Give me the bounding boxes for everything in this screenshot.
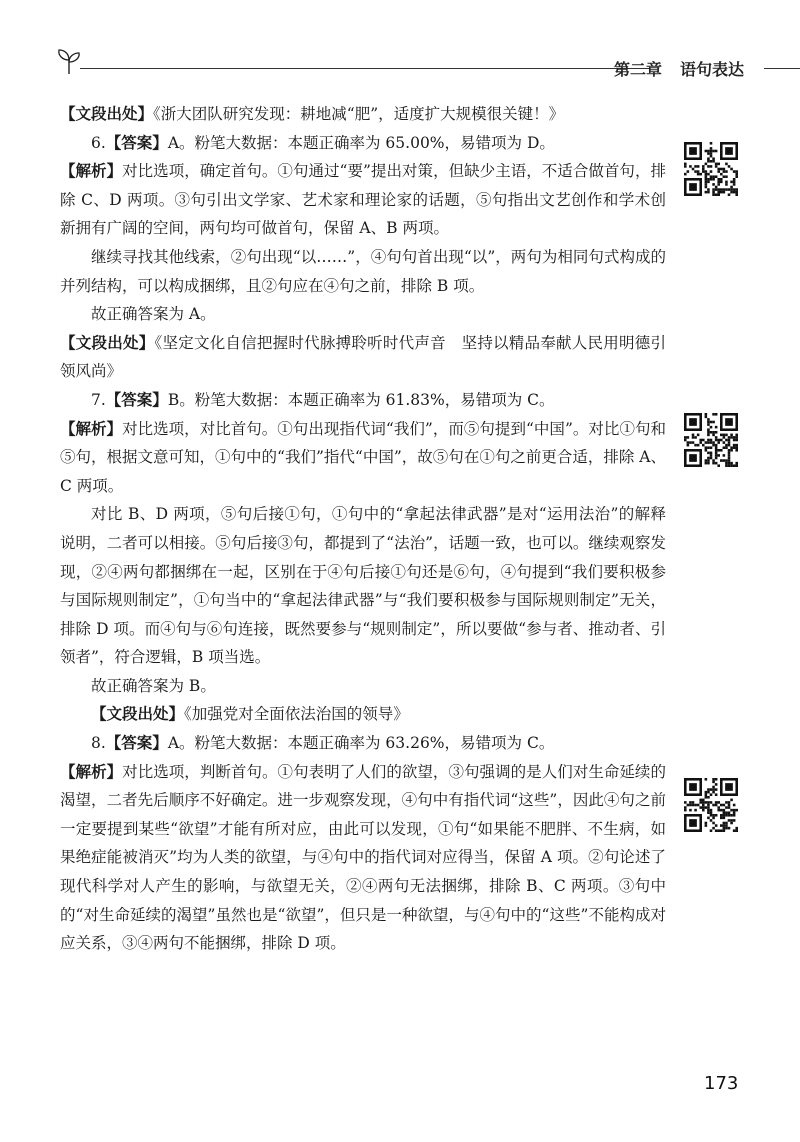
conclusion-paragraph: 故正确答案为 A。 bbox=[91, 305, 216, 324]
qr-code-icon[interactable] bbox=[684, 778, 738, 832]
analysis-paragraph: 【解析】对比选项，判断首句。①句表明了人们的欲望，③句强调的是人们对生命延续的渴望，二者先后顺序不好确定。进一步观察发现，④句中有指代词“这些”，因此④句之前一定要提到某些“欲望”才能有所对应，由此可以发现，①句“如果能不肥胖、不生病，如果绝症能被消灭”均为人类的欲望，与④句中的指代词对应得当，保留 A 项。②句论述了现代科学对人产生的影响，与欲望无关，②④两句无法捆绑，排除 B、C 两项。③句中的“对生命延续的渴望”虽然也是“欲望”，但只是一种欲望，与④句中的“这些”不能构成对应关系，③④两句不能捆绑，排除 D 项。 bbox=[60, 762, 666, 953]
page-header bbox=[0, 44, 800, 84]
chapter-heading bbox=[614, 57, 744, 80]
analysis-tag: 【解析】 bbox=[60, 162, 123, 181]
page-body bbox=[60, 100, 666, 958]
section-label: 语句表达 bbox=[680, 60, 745, 79]
question-number: 6. bbox=[91, 133, 106, 152]
answer-paragraph: 8.【答案】A。粉笔大数据：本题正确率为 63.26%，易错项为 C。 bbox=[91, 734, 555, 753]
source-tag: 【文段出处】 bbox=[60, 333, 155, 352]
answer-tag: 【答案】 bbox=[105, 133, 168, 152]
analysis-paragraph: 【解析】对比选项，对比首句。①句出现指代词“我们”，而⑤句提到“中国”。对比①句和⑤句，根据文意可知，①句中的“我们”指代“中国”，故⑤句在①句之前更合适，排除 A、C 两项。 bbox=[60, 419, 666, 495]
paragraph: 继续寻找其他线索，②句出现“以……”，④句句首出现“以”，两句为相同句式构成的并列结构，可以构成捆绑，且②句应在④句之前，排除 B 项。 bbox=[60, 247, 666, 295]
paragraph: 【文段出处】《加强党对全面依法治国的领导》 bbox=[91, 705, 409, 724]
paragraph: 对比 B、D 两项，⑤句后接①句，①句中的“拿起法律武器”是对“运用法治”的解释说明，二者可以相接。⑤句后接③句，都提到了“法治”，话题一致，也可以。继续观察发现，②④两句都捆绑在一起，区别在于④句后接①句还是⑥句，④句提到“我们要积极参与国际规则制定”，①句当中的“拿起法律武器”与“我们要积极参与国际规则制定”无关，排除 D 项。而④句与⑥句连接，既然要参与“规则制定”，所以要做“参与者、推动者、引领者”，符合逻辑，B 项当选。 bbox=[60, 505, 666, 667]
source-tag: 【文段出处】 bbox=[91, 705, 185, 724]
analysis-tag: 【解析】 bbox=[60, 419, 123, 438]
chapter-label: 第二章 bbox=[614, 60, 663, 79]
paragraph: 【文段出处】《浙大团队研究发现：耕地减“肥”，适度扩大规模很关键！》 bbox=[60, 105, 565, 123]
source-tag: 【文段出处】 bbox=[60, 105, 154, 123]
qr-code-icon[interactable] bbox=[684, 142, 738, 196]
answer-tag: 【答案】 bbox=[105, 390, 168, 409]
leaf-icon bbox=[56, 48, 82, 76]
paragraph: 【文段出处】《坚定文化自信把握时代脉搏聆听时代声音 坚持以精品奉献人民用明德引领风尚》 bbox=[60, 333, 666, 381]
analysis-paragraph: 【解析】对比选项，确定首句。①句通过“要”提出对策，但缺少主语，不适合做首句，排除 C、D 两项。③句引出文学家、艺术家和理论家的话题，⑤句指出文艺创作和学术创新拥有广阔的空间，两句均可做首句，保留 A、B 两项。 bbox=[60, 162, 666, 238]
answer-paragraph: 6.【答案】A。粉笔大数据：本题正确率为 65.00%，易错项为 D。 bbox=[91, 133, 555, 152]
conclusion-paragraph: 故正确答案为 B。 bbox=[91, 676, 216, 695]
header-rule-right bbox=[764, 68, 800, 69]
header-rule bbox=[80, 68, 650, 69]
qr-code-icon[interactable] bbox=[684, 413, 738, 467]
analysis-tag: 【解析】 bbox=[60, 762, 123, 781]
page-number: 173 bbox=[704, 1073, 739, 1094]
question-number: 8. bbox=[91, 734, 106, 753]
question-number: 7. bbox=[91, 390, 106, 409]
answer-tag: 【答案】 bbox=[105, 734, 168, 753]
answer-paragraph: 7.【答案】B。粉笔大数据：本题正确率为 61.83%，易错项为 C。 bbox=[91, 390, 555, 409]
